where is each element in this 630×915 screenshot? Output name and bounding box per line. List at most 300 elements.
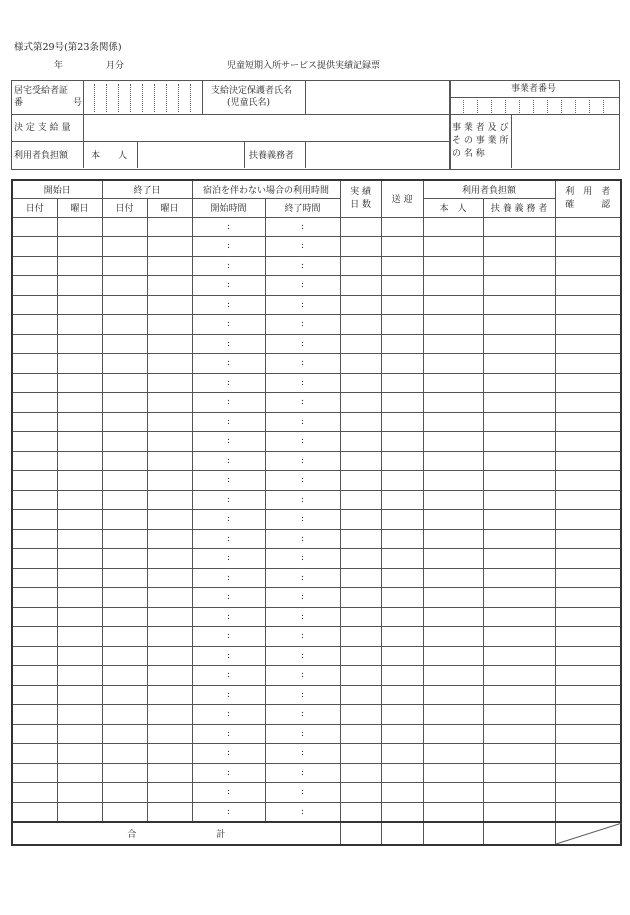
user-confirm-cell[interactable] [555,217,621,237]
actual-days-cell[interactable] [340,685,381,705]
start-day-cell[interactable] [12,724,57,744]
start-day-cell[interactable] [12,529,57,549]
provider-name-field[interactable] [512,115,618,168]
start-weekday-cell[interactable] [57,412,102,432]
total-self-burden[interactable] [423,822,483,845]
transport-cell[interactable] [381,744,423,764]
start-time-cell[interactable] [192,549,265,569]
end-day-cell[interactable] [102,510,147,530]
start-day-cell[interactable] [12,217,57,237]
decided-amount-field[interactable] [84,115,449,141]
start-day-cell[interactable] [12,471,57,491]
start-day-cell[interactable] [12,666,57,686]
transport-cell[interactable] [381,549,423,569]
recipient-number-field[interactable] [83,80,202,114]
end-day-cell[interactable] [102,646,147,666]
start-day-cell[interactable] [12,490,57,510]
guardian-name-field[interactable] [306,80,449,114]
actual-days-cell[interactable] [340,295,381,315]
end-weekday-cell[interactable] [147,705,192,725]
user-confirm-cell[interactable] [555,393,621,413]
end-weekday-cell[interactable] [147,763,192,783]
user-confirm-cell[interactable] [555,646,621,666]
end-time-cell[interactable] [265,510,340,530]
start-day-cell[interactable] [12,705,57,725]
end-day-cell[interactable] [102,295,147,315]
start-day-cell[interactable] [12,354,57,374]
start-time-cell[interactable] [192,724,265,744]
transport-cell[interactable] [381,276,423,296]
self-burden-cell[interactable] [423,451,483,471]
end-weekday-cell[interactable] [147,412,192,432]
end-weekday-cell[interactable] [147,568,192,588]
transport-cell[interactable] [381,568,423,588]
start-time-cell[interactable] [192,783,265,803]
end-weekday-cell[interactable] [147,373,192,393]
transport-cell[interactable] [381,510,423,530]
user-confirm-cell[interactable] [555,744,621,764]
end-time-cell[interactable] [265,568,340,588]
end-time-cell[interactable] [265,666,340,686]
actual-days-cell[interactable] [340,490,381,510]
user-confirm-cell[interactable] [555,432,621,452]
start-time-cell[interactable] [192,685,265,705]
self-burden-cell[interactable] [423,373,483,393]
actual-days-cell[interactable] [340,705,381,725]
provider-number-field[interactable] [449,98,620,114]
end-weekday-cell[interactable] [147,510,192,530]
end-weekday-cell[interactable] [147,256,192,276]
start-weekday-cell[interactable] [57,549,102,569]
start-weekday-cell[interactable] [57,529,102,549]
end-day-cell[interactable] [102,432,147,452]
start-weekday-cell[interactable] [57,627,102,647]
start-time-cell[interactable] [192,529,265,549]
start-day-cell[interactable] [12,568,57,588]
end-weekday-cell[interactable] [147,315,192,335]
transport-cell[interactable] [381,354,423,374]
start-day-cell[interactable] [12,783,57,803]
user-confirm-cell[interactable] [555,276,621,296]
end-time-cell[interactable] [265,471,340,491]
start-weekday-cell[interactable] [57,354,102,374]
actual-days-cell[interactable] [340,451,381,471]
start-weekday-cell[interactable] [57,315,102,335]
end-weekday-cell[interactable] [147,529,192,549]
end-day-cell[interactable] [102,802,147,822]
end-weekday-cell[interactable] [147,744,192,764]
start-time-cell[interactable] [192,334,265,354]
self-burden-cell[interactable] [423,802,483,822]
supporter-burden-cell[interactable] [483,646,555,666]
user-confirm-cell[interactable] [555,490,621,510]
self-burden-cell[interactable] [423,685,483,705]
self-burden-cell[interactable] [423,549,483,569]
transport-cell[interactable] [381,217,423,237]
user-confirm-cell[interactable] [555,549,621,569]
start-time-cell[interactable] [192,393,265,413]
self-burden-cell[interactable] [423,646,483,666]
start-day-cell[interactable] [12,412,57,432]
transport-cell[interactable] [381,471,423,491]
self-burden-cell[interactable] [423,393,483,413]
end-weekday-cell[interactable] [147,471,192,491]
supporter-burden-cell[interactable] [483,432,555,452]
end-weekday-cell[interactable] [147,393,192,413]
end-day-cell[interactable] [102,354,147,374]
supporter-burden-cell[interactable] [483,412,555,432]
user-confirm-cell[interactable] [555,627,621,647]
start-weekday-cell[interactable] [57,705,102,725]
end-time-cell[interactable] [265,685,340,705]
self-burden-cell[interactable] [423,217,483,237]
start-weekday-cell[interactable] [57,646,102,666]
self-burden-cell[interactable] [423,315,483,335]
end-day-cell[interactable] [102,451,147,471]
actual-days-cell[interactable] [340,217,381,237]
transport-cell[interactable] [381,237,423,257]
start-weekday-cell[interactable] [57,802,102,822]
start-time-cell[interactable] [192,490,265,510]
end-day-cell[interactable] [102,237,147,257]
supporter-burden-field[interactable] [306,142,449,168]
user-confirm-cell[interactable] [555,354,621,374]
start-weekday-cell[interactable] [57,724,102,744]
self-burden-cell[interactable] [423,588,483,608]
supporter-burden-cell[interactable] [483,783,555,803]
self-burden-cell[interactable] [423,295,483,315]
start-day-cell[interactable] [12,432,57,452]
start-weekday-cell[interactable] [57,295,102,315]
end-time-cell[interactable] [265,373,340,393]
supporter-burden-cell[interactable] [483,334,555,354]
start-weekday-cell[interactable] [57,237,102,257]
supporter-burden-cell[interactable] [483,256,555,276]
end-day-cell[interactable] [102,666,147,686]
end-weekday-cell[interactable] [147,607,192,627]
supporter-burden-cell[interactable] [483,549,555,569]
start-time-cell[interactable] [192,627,265,647]
actual-days-cell[interactable] [340,315,381,335]
supporter-burden-cell[interactable] [483,315,555,335]
end-time-cell[interactable] [265,354,340,374]
actual-days-cell[interactable] [340,724,381,744]
end-weekday-cell[interactable] [147,432,192,452]
end-time-cell[interactable] [265,237,340,257]
end-time-cell[interactable] [265,724,340,744]
end-time-cell[interactable] [265,217,340,237]
self-burden-cell[interactable] [423,432,483,452]
start-time-cell[interactable] [192,256,265,276]
start-weekday-cell[interactable] [57,432,102,452]
start-weekday-cell[interactable] [57,763,102,783]
start-day-cell[interactable] [12,315,57,335]
end-weekday-cell[interactable] [147,724,192,744]
self-burden-cell[interactable] [423,490,483,510]
start-weekday-cell[interactable] [57,744,102,764]
total-transport[interactable] [381,822,423,845]
supporter-burden-cell[interactable] [483,529,555,549]
transport-cell[interactable] [381,685,423,705]
end-weekday-cell[interactable] [147,666,192,686]
end-day-cell[interactable] [102,412,147,432]
supporter-burden-cell[interactable] [483,510,555,530]
supporter-burden-cell[interactable] [483,295,555,315]
start-weekday-cell[interactable] [57,588,102,608]
supporter-burden-cell[interactable] [483,393,555,413]
transport-cell[interactable] [381,432,423,452]
end-weekday-cell[interactable] [147,276,192,296]
actual-days-cell[interactable] [340,783,381,803]
start-day-cell[interactable] [12,373,57,393]
actual-days-cell[interactable] [340,666,381,686]
transport-cell[interactable] [381,627,423,647]
supporter-burden-cell[interactable] [483,373,555,393]
end-weekday-cell[interactable] [147,451,192,471]
self-burden-cell[interactable] [423,724,483,744]
end-day-cell[interactable] [102,627,147,647]
start-weekday-cell[interactable] [57,568,102,588]
start-day-cell[interactable] [12,237,57,257]
actual-days-cell[interactable] [340,802,381,822]
transport-cell[interactable] [381,490,423,510]
end-day-cell[interactable] [102,490,147,510]
actual-days-cell[interactable] [340,744,381,764]
end-weekday-cell[interactable] [147,334,192,354]
start-time-cell[interactable] [192,471,265,491]
end-day-cell[interactable] [102,471,147,491]
self-burden-cell[interactable] [423,237,483,257]
transport-cell[interactable] [381,412,423,432]
self-burden-cell[interactable] [423,354,483,374]
total-supporter-burden[interactable] [483,822,555,845]
transport-cell[interactable] [381,802,423,822]
start-day-cell[interactable] [12,510,57,530]
end-time-cell[interactable] [265,607,340,627]
user-confirm-cell[interactable] [555,588,621,608]
self-burden-field[interactable] [138,142,244,168]
start-time-cell[interactable] [192,237,265,257]
user-confirm-cell[interactable] [555,373,621,393]
transport-cell[interactable] [381,529,423,549]
user-confirm-cell[interactable] [555,568,621,588]
start-time-cell[interactable] [192,412,265,432]
transport-cell[interactable] [381,724,423,744]
user-confirm-cell[interactable] [555,451,621,471]
supporter-burden-cell[interactable] [483,237,555,257]
end-weekday-cell[interactable] [147,802,192,822]
start-day-cell[interactable] [12,802,57,822]
user-confirm-cell[interactable] [555,295,621,315]
actual-days-cell[interactable] [340,529,381,549]
transport-cell[interactable] [381,315,423,335]
transport-cell[interactable] [381,295,423,315]
end-day-cell[interactable] [102,607,147,627]
end-day-cell[interactable] [102,256,147,276]
self-burden-cell[interactable] [423,705,483,725]
start-day-cell[interactable] [12,685,57,705]
supporter-burden-cell[interactable] [483,471,555,491]
supporter-burden-cell[interactable] [483,354,555,374]
start-day-cell[interactable] [12,276,57,296]
start-day-cell[interactable] [12,549,57,569]
start-weekday-cell[interactable] [57,783,102,803]
end-time-cell[interactable] [265,783,340,803]
transport-cell[interactable] [381,666,423,686]
supporter-burden-cell[interactable] [483,568,555,588]
end-day-cell[interactable] [102,588,147,608]
actual-days-cell[interactable] [340,432,381,452]
end-time-cell[interactable] [265,646,340,666]
end-day-cell[interactable] [102,568,147,588]
end-weekday-cell[interactable] [147,217,192,237]
actual-days-cell[interactable] [340,334,381,354]
actual-days-cell[interactable] [340,510,381,530]
self-burden-cell[interactable] [423,529,483,549]
actual-days-cell[interactable] [340,373,381,393]
end-weekday-cell[interactable] [147,549,192,569]
user-confirm-cell[interactable] [555,724,621,744]
start-time-cell[interactable] [192,646,265,666]
supporter-burden-cell[interactable] [483,685,555,705]
start-weekday-cell[interactable] [57,666,102,686]
start-day-cell[interactable] [12,393,57,413]
transport-cell[interactable] [381,256,423,276]
supporter-burden-cell[interactable] [483,217,555,237]
start-time-cell[interactable] [192,744,265,764]
user-confirm-cell[interactable] [555,607,621,627]
end-day-cell[interactable] [102,315,147,335]
start-weekday-cell[interactable] [57,217,102,237]
end-time-cell[interactable] [265,490,340,510]
total-actual-days[interactable] [340,822,381,845]
user-confirm-cell[interactable] [555,412,621,432]
actual-days-cell[interactable] [340,588,381,608]
start-time-cell[interactable] [192,373,265,393]
start-time-cell[interactable] [192,666,265,686]
user-confirm-cell[interactable] [555,685,621,705]
end-time-cell[interactable] [265,451,340,471]
start-day-cell[interactable] [12,295,57,315]
self-burden-cell[interactable] [423,256,483,276]
supporter-burden-cell[interactable] [483,666,555,686]
actual-days-cell[interactable] [340,471,381,491]
start-time-cell[interactable] [192,510,265,530]
actual-days-cell[interactable] [340,646,381,666]
start-day-cell[interactable] [12,627,57,647]
end-weekday-cell[interactable] [147,685,192,705]
actual-days-cell[interactable] [340,393,381,413]
self-burden-cell[interactable] [423,627,483,647]
supporter-burden-cell[interactable] [483,451,555,471]
self-burden-cell[interactable] [423,510,483,530]
end-weekday-cell[interactable] [147,237,192,257]
start-time-cell[interactable] [192,295,265,315]
end-day-cell[interactable] [102,549,147,569]
transport-cell[interactable] [381,705,423,725]
end-day-cell[interactable] [102,373,147,393]
start-time-cell[interactable] [192,607,265,627]
start-time-cell[interactable] [192,315,265,335]
end-time-cell[interactable] [265,276,340,296]
end-time-cell[interactable] [265,529,340,549]
self-burden-cell[interactable] [423,763,483,783]
start-time-cell[interactable] [192,276,265,296]
self-burden-cell[interactable] [423,276,483,296]
self-burden-cell[interactable] [423,666,483,686]
end-time-cell[interactable] [265,432,340,452]
end-day-cell[interactable] [102,276,147,296]
end-weekday-cell[interactable] [147,588,192,608]
actual-days-cell[interactable] [340,627,381,647]
supporter-burden-cell[interactable] [483,490,555,510]
end-time-cell[interactable] [265,763,340,783]
supporter-burden-cell[interactable] [483,627,555,647]
self-burden-cell[interactable] [423,412,483,432]
transport-cell[interactable] [381,334,423,354]
start-day-cell[interactable] [12,588,57,608]
self-burden-cell[interactable] [423,607,483,627]
start-day-cell[interactable] [12,451,57,471]
transport-cell[interactable] [381,373,423,393]
end-weekday-cell[interactable] [147,490,192,510]
end-day-cell[interactable] [102,783,147,803]
transport-cell[interactable] [381,393,423,413]
start-weekday-cell[interactable] [57,471,102,491]
start-day-cell[interactable] [12,646,57,666]
actual-days-cell[interactable] [340,549,381,569]
end-day-cell[interactable] [102,724,147,744]
supporter-burden-cell[interactable] [483,724,555,744]
user-confirm-cell[interactable] [555,783,621,803]
transport-cell[interactable] [381,588,423,608]
start-day-cell[interactable] [12,256,57,276]
start-weekday-cell[interactable] [57,373,102,393]
end-day-cell[interactable] [102,705,147,725]
start-weekday-cell[interactable] [57,451,102,471]
start-time-cell[interactable] [192,705,265,725]
end-day-cell[interactable] [102,334,147,354]
start-day-cell[interactable] [12,607,57,627]
start-time-cell[interactable] [192,763,265,783]
supporter-burden-cell[interactable] [483,705,555,725]
end-day-cell[interactable] [102,763,147,783]
end-time-cell[interactable] [265,295,340,315]
user-confirm-cell[interactable] [555,471,621,491]
self-burden-cell[interactable] [423,568,483,588]
start-time-cell[interactable] [192,354,265,374]
start-time-cell[interactable] [192,217,265,237]
end-time-cell[interactable] [265,393,340,413]
end-weekday-cell[interactable] [147,627,192,647]
user-confirm-cell[interactable] [555,529,621,549]
start-weekday-cell[interactable] [57,334,102,354]
transport-cell[interactable] [381,783,423,803]
transport-cell[interactable] [381,451,423,471]
start-weekday-cell[interactable] [57,607,102,627]
user-confirm-cell[interactable] [555,666,621,686]
end-time-cell[interactable] [265,549,340,569]
transport-cell[interactable] [381,646,423,666]
end-day-cell[interactable] [102,529,147,549]
end-time-cell[interactable] [265,256,340,276]
end-day-cell[interactable] [102,685,147,705]
user-confirm-cell[interactable] [555,334,621,354]
supporter-burden-cell[interactable] [483,763,555,783]
end-time-cell[interactable] [265,802,340,822]
supporter-burden-cell[interactable] [483,802,555,822]
end-time-cell[interactable] [265,627,340,647]
